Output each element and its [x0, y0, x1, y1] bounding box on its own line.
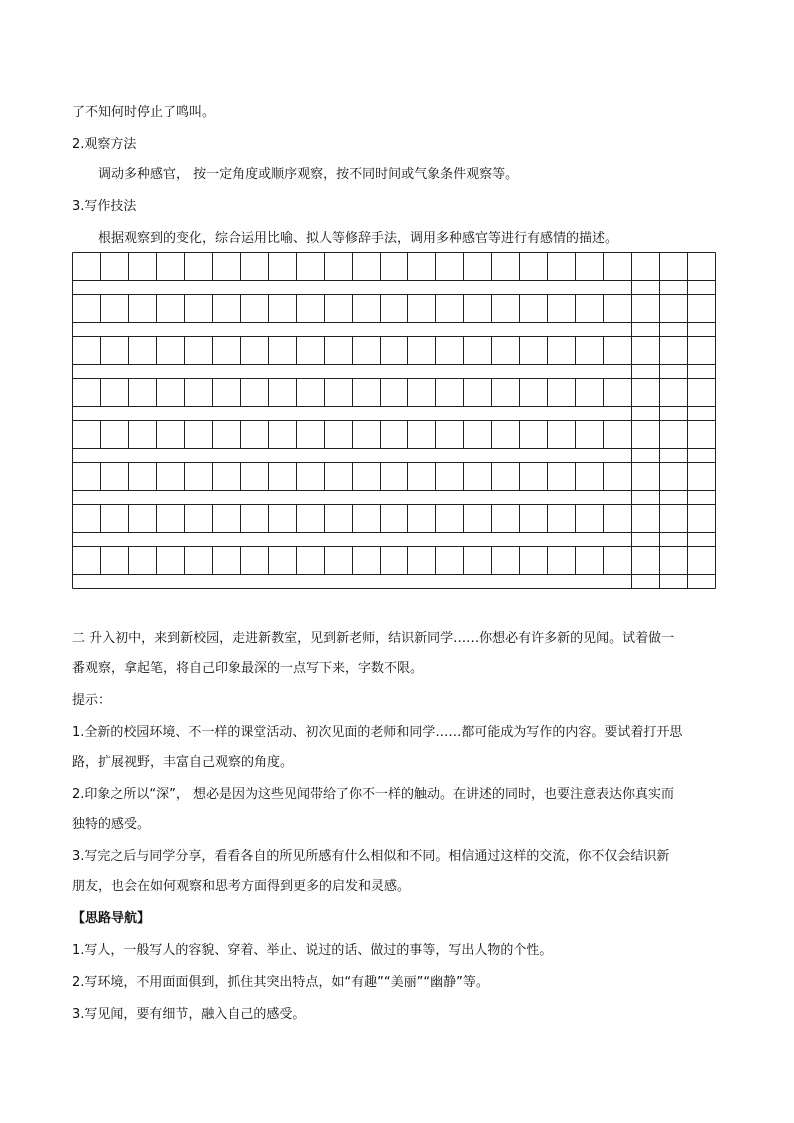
guide-heading: 【思路导航】 — [72, 911, 151, 926]
hint-3-line-2: 朋友，也会在如何观察和思考方面得到更多的启发和灵感。 — [72, 879, 411, 894]
technique-heading: 3.写作技法 — [72, 199, 137, 214]
hint-label: 提示： — [72, 693, 112, 708]
guide-item-3: 3.写见闻，要有细节，融入自己的感受。 — [72, 1007, 306, 1022]
paragraph-continued: 了不知何时停止了鸣叫。 — [72, 105, 216, 120]
method-text: 调动多种感官， 按一定角度或顺序观察，按不同时间或气象条件观察等。 — [98, 167, 519, 182]
method-heading: 2.观察方法 — [72, 137, 137, 152]
prompt-line-2: 番观察，拿起笔，将自己印象最深的一点写下来，字数不限。 — [72, 661, 424, 676]
hint-2-line-2: 独特的感受。 — [72, 817, 151, 832]
hint-2-line-1: 2.印象之所以“深”， 想必是因为这些见闻带给了你不一样的触动。在讲述的同时，也要注意表达你真实而 — [72, 787, 675, 802]
hint-3-line-1: 3.写完之后与同学分享，看看各自的所见所感有什么相似和不同。相信通过这样的交流，你不仅会结识新 — [72, 849, 670, 864]
hint-1-line-2: 路，扩展视野，丰富自己观察的角度。 — [72, 755, 294, 770]
technique-text: 根据观察到的变化，综合运用比喻、拟人等修辞手法，调用多种感官等进行有感情的描述。 — [98, 231, 619, 246]
guide-item-1: 1.写人，一般写人的容貌、穿着、举止、说过的话、做过的事等，写出人物的个性。 — [72, 943, 553, 958]
hint-1-line-1: 1.全新的校园环境、不一样的课堂活动、初次见面的老师和同学……都可能成为写作的内容。要试着打开思 — [72, 725, 683, 740]
writing-grid[interactable] — [72, 252, 716, 592]
prompt-line-1: 二 升入初中，来到新校园，走进新教室，见到新老师，结识新同学……你想必有许多新的见闻。试着做一 — [72, 631, 675, 646]
guide-item-2: 2.写环境，不用面面俱到，抓住其突出特点，如“有趣”“美丽”“幽静”等。 — [72, 975, 489, 990]
